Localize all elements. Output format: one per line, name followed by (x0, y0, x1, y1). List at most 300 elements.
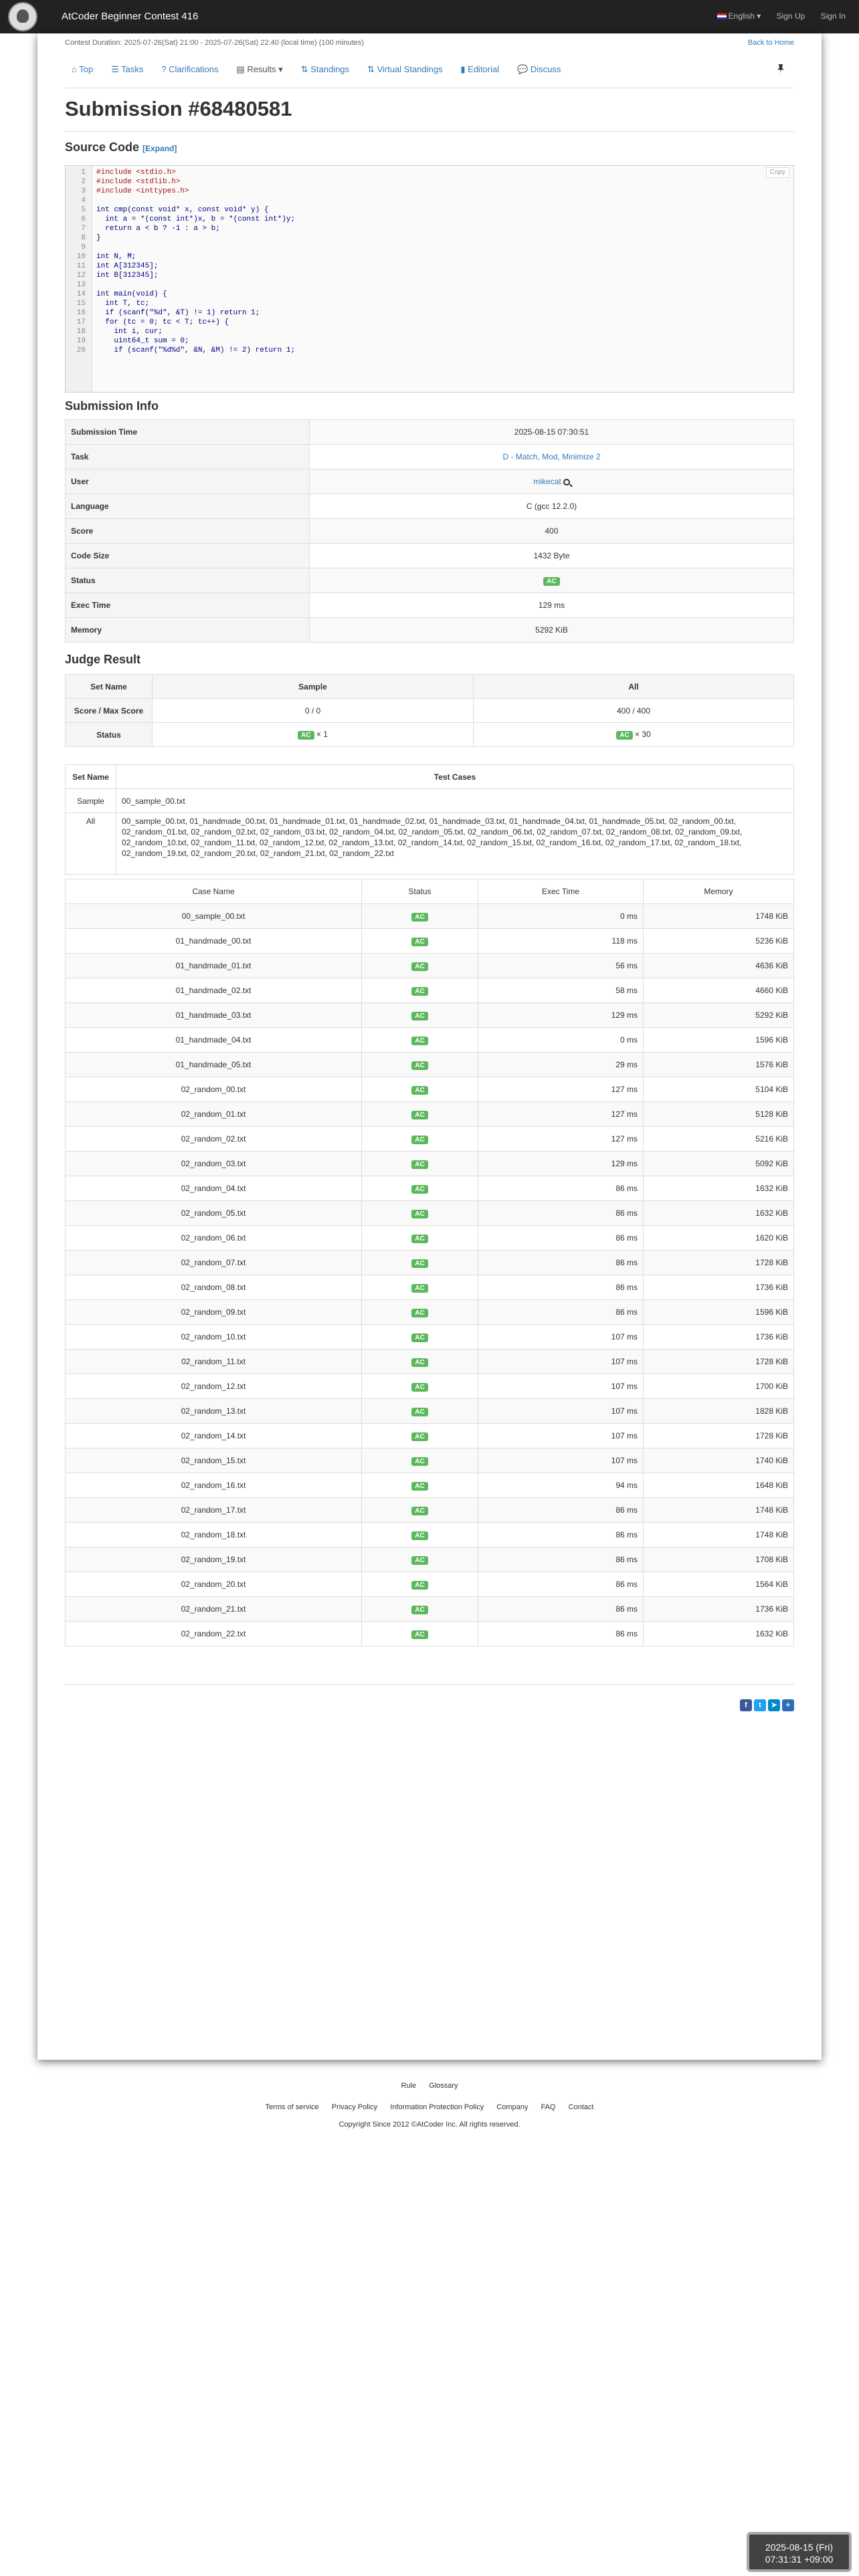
submission-info-heading: Submission Info (65, 399, 159, 413)
case-status (362, 1201, 478, 1226)
case-status (362, 1003, 478, 1028)
copyright: Copyright Since 2012 ©AtCoder Inc. All rights reserved. (339, 2121, 520, 2129)
info-label: Exec Time (66, 593, 310, 618)
case-name: 02_random_08.txt (66, 1275, 362, 1300)
table-row (66, 1053, 794, 1077)
submission-info-table (65, 419, 794, 643)
info-value-text: 1432 Byte (533, 551, 570, 560)
sample-score: 0 / 0 (153, 699, 474, 723)
case-status (362, 1597, 478, 1622)
status-badge: AC (298, 731, 314, 740)
table-row (66, 904, 794, 929)
table-row (66, 1448, 794, 1473)
info-row (66, 469, 794, 494)
case-status (362, 1176, 478, 1201)
status-badge: AC (411, 1210, 427, 1218)
table-row (66, 1622, 794, 1646)
case-memory: 4636 KiB (644, 954, 794, 978)
case-status (362, 1251, 478, 1275)
case-name: 02_random_07.txt (66, 1251, 362, 1275)
status-badge: AC (411, 1556, 427, 1565)
case-memory: 1748 KiB (644, 1523, 794, 1547)
status-badge: AC (411, 1432, 427, 1441)
line-number: 14 (76, 290, 86, 298)
case-name: 01_handmade_03.txt (66, 1003, 362, 1028)
case-name: 02_random_12.txt (66, 1374, 362, 1399)
table-row (66, 1498, 794, 1523)
case-status (362, 1622, 478, 1646)
case-status (362, 1374, 478, 1399)
info-value (310, 568, 794, 593)
case-status (362, 929, 478, 954)
source-code-heading: Source Code [Expand] (65, 140, 177, 154)
table-row (66, 1201, 794, 1226)
table-row (66, 1028, 794, 1053)
info-label: Score (66, 519, 310, 544)
case-exec-time: 86 ms (478, 1300, 644, 1325)
case-status (362, 1152, 478, 1176)
user-link[interactable]: mikecat (533, 477, 561, 486)
status-badge: AC (411, 987, 427, 996)
table-row (66, 1597, 794, 1622)
status-badge: AC (411, 938, 427, 946)
status-badge: AC (411, 1309, 427, 1317)
info-value (310, 420, 794, 445)
table-row (66, 1102, 794, 1127)
code-line: int main(void) { (96, 290, 167, 298)
case-exec-time: 86 ms (478, 1622, 644, 1646)
case-name: 02_random_04.txt (66, 1176, 362, 1201)
case-name: 00_sample_00.txt (66, 904, 362, 929)
contest-title-link[interactable]: AtCoder Beginner Contest 416 (62, 11, 199, 22)
code-line: int B[312345]; (96, 272, 159, 280)
case-exec-time: 107 ms (478, 1448, 644, 1473)
task-link[interactable]: D - Match, Mod, Minimize 2 (502, 452, 601, 461)
case-header-time: Exec Time (478, 879, 644, 904)
clock-date: 2025-08-15 (Fri) (765, 2542, 834, 2553)
tab-results[interactable]: ▤ Results ▾ (236, 64, 283, 74)
line-number: 17 (76, 318, 86, 326)
table-row (66, 1399, 794, 1424)
table-row (66, 1003, 794, 1028)
status-badge: AC (411, 1160, 427, 1169)
case-memory: 4660 KiB (644, 978, 794, 1003)
case-name: 01_handmade_00.txt (66, 929, 362, 954)
code-line: int T, tc; (96, 300, 150, 308)
case-memory: 1728 KiB (644, 1424, 794, 1448)
code-line: } (96, 234, 101, 242)
telegram-share-icon[interactable]: ➤ (768, 1699, 780, 1711)
case-status (362, 1275, 478, 1300)
table-row (66, 1077, 794, 1102)
line-number: 3 (81, 187, 86, 195)
language-dropdown[interactable]: English ▾ (717, 11, 761, 21)
case-memory: 1596 KiB (644, 1300, 794, 1325)
case-exec-time: 86 ms (478, 1523, 644, 1547)
code-line: int i, cur; (96, 328, 163, 336)
info-label: Task (66, 445, 310, 469)
info-value-text: C (gcc 12.2.0) (526, 502, 577, 511)
judge-header-all: All (474, 675, 794, 699)
case-memory: 5128 KiB (644, 1102, 794, 1127)
case-memory: 1736 KiB (644, 1275, 794, 1300)
case-status (362, 1102, 478, 1127)
company-link[interactable]: Company (496, 2103, 529, 2111)
case-exec-time: 127 ms (478, 1077, 644, 1102)
footer (0, 2082, 859, 2129)
case-exec-time: 107 ms (478, 1374, 644, 1399)
table-row (66, 1424, 794, 1448)
table-row (66, 1300, 794, 1325)
status-badge: AC (411, 1185, 427, 1194)
case-memory: 1708 KiB (644, 1547, 794, 1572)
status-label: Status (66, 723, 153, 747)
status-badge: AC (411, 1012, 427, 1021)
info-row (66, 519, 794, 544)
info-label: Code Size (66, 544, 310, 568)
table-row (66, 1226, 794, 1251)
case-name: 01_handmade_04.txt (66, 1028, 362, 1053)
fixed-clock (747, 2532, 852, 2572)
line-number: 1 (81, 169, 86, 177)
info-label: Language (66, 494, 310, 519)
case-name: 01_handmade_01.txt (66, 954, 362, 978)
judge-header-set: Set Name (66, 675, 153, 699)
status-badge: AC (411, 1630, 427, 1639)
status-badge: AC (411, 1235, 427, 1243)
case-exec-time: 86 ms (478, 1498, 644, 1523)
case-memory: 1740 KiB (644, 1448, 794, 1473)
case-status (362, 1547, 478, 1572)
case-status (362, 1473, 478, 1498)
tab-top[interactable]: ⌂ Top (72, 64, 94, 74)
case-memory: 5092 KiB (644, 1152, 794, 1176)
status-badge: AC (411, 1408, 427, 1416)
info-label: Memory (66, 618, 310, 643)
case-status (362, 1424, 478, 1448)
faq-link[interactable]: FAQ (541, 2103, 556, 2111)
facebook-share-icon[interactable]: f (740, 1699, 752, 1711)
case-name: 02_random_21.txt (66, 1597, 362, 1622)
table-row (66, 1127, 794, 1152)
status-badge: AC (616, 731, 632, 740)
tab-discuss[interactable]: 💬 Discuss (517, 64, 561, 74)
table-row (66, 1176, 794, 1201)
line-number: 16 (76, 309, 86, 317)
more-share-icon[interactable]: + (782, 1699, 794, 1711)
divider (65, 1684, 794, 1685)
case-memory: 1700 KiB (644, 1374, 794, 1399)
case-status (362, 1226, 478, 1251)
main-container (37, 33, 822, 2060)
status-badge: AC (411, 1333, 427, 1342)
case-memory: 5236 KiB (644, 929, 794, 954)
tab-editorial[interactable]: ▮ Editorial (460, 64, 500, 74)
info-protection-link[interactable]: Information Protection Policy (390, 2103, 484, 2111)
case-name: 02_random_05.txt (66, 1201, 362, 1226)
case-status (362, 1572, 478, 1597)
code-line: int A[312345]; (96, 262, 159, 270)
info-row (66, 494, 794, 519)
case-exec-time: 86 ms (478, 1547, 644, 1572)
status-badge: AC (411, 913, 427, 922)
code-line: int N, M; (96, 253, 136, 261)
source-code-block (65, 165, 794, 393)
case-status (362, 1077, 478, 1102)
line-number: 8 (81, 234, 86, 242)
case-memory: 1632 KiB (644, 1201, 794, 1226)
line-number: 18 (76, 328, 86, 336)
sign-in-link[interactable]: Sign In (820, 11, 846, 21)
info-row (66, 593, 794, 618)
tab-virtual-standings[interactable]: ⇅ Virtual Standings (367, 64, 443, 74)
contest-tabs (65, 55, 794, 88)
table-row (66, 1251, 794, 1275)
status-badge: AC (411, 1111, 427, 1119)
table-row (66, 954, 794, 978)
info-label: Status (66, 568, 310, 593)
case-memory: 1632 KiB (644, 1622, 794, 1646)
case-memory: 1632 KiB (644, 1176, 794, 1201)
page-title: Submission #68480581 (65, 97, 292, 120)
table-row (66, 1275, 794, 1300)
info-value (310, 593, 794, 618)
table-row (66, 1572, 794, 1597)
case-name: 02_random_18.txt (66, 1523, 362, 1547)
status-badge: AC (411, 1086, 427, 1095)
code-line: #include <stdlib.h> (96, 178, 181, 186)
terms-link[interactable]: Terms of service (265, 2103, 319, 2111)
case-exec-time: 0 ms (478, 904, 644, 929)
case-memory: 1728 KiB (644, 1350, 794, 1374)
case-status (362, 1127, 478, 1152)
info-row (66, 544, 794, 568)
case-exec-time: 86 ms (478, 1176, 644, 1201)
case-memory: 1620 KiB (644, 1226, 794, 1251)
case-name: 02_random_22.txt (66, 1622, 362, 1646)
all-score: 400 / 400 (474, 699, 794, 723)
judge-header-sample: Sample (153, 675, 474, 699)
case-memory: 1596 KiB (644, 1028, 794, 1053)
case-exec-time: 107 ms (478, 1424, 644, 1448)
code-line: #include <inttypes.h> (96, 187, 189, 195)
case-exec-time: 86 ms (478, 1572, 644, 1597)
line-number: 2 (81, 178, 86, 186)
glossary-link[interactable]: Glossary (429, 2082, 458, 2090)
contact-link[interactable]: Contact (568, 2103, 594, 2111)
case-exec-time: 107 ms (478, 1350, 644, 1374)
score-label: Score / Max Score (66, 699, 153, 723)
status-badge: AC (411, 1581, 427, 1590)
case-memory: 1748 KiB (644, 1498, 794, 1523)
case-exec-time: 107 ms (478, 1399, 644, 1424)
atcoder-logo[interactable] (8, 2, 37, 31)
rule-link[interactable]: Rule (401, 2082, 417, 2090)
set-cases: 00_sample_00.txt, 01_handmade_00.txt, 01_handmade_01.txt, 01_handmade_02.txt, 01_handmade_03.txt, 01_handmade_04.txt, 01_handmade_05.txt, 02_random_00.txt, 02_random_01.txt, 02_random_02.txt, 02_random_03.txt, 02_random_04.txt, 02_random_05.txt, 02_random_06.txt, 02_random_07.txt, 02_random_08.txt, 02_random_09.txt, 02_random_10.txt, 02_random_11.txt, 02_random_12.txt, 02_random_13.txt, 02_random_14.txt, 02_random_15.txt, 02_random_16.txt, 02_random_17.txt, 02_random_18.txt, 02_random_19.txt, 02_random_20.txt, 02_random_21.txt, 02_random_22.txt (116, 813, 794, 875)
tab-standings[interactable]: ⇅ Standings (300, 64, 350, 74)
line-number: 20 (76, 346, 86, 354)
copy-button[interactable]: Copy (766, 167, 789, 178)
case-status (362, 1300, 478, 1325)
case-status (362, 1053, 478, 1077)
back-to-home-link[interactable]: Back to Home (747, 39, 794, 47)
status-badge: AC (411, 1061, 427, 1070)
info-row (66, 568, 794, 593)
case-status (362, 904, 478, 929)
all-status: AC × 30 (474, 723, 794, 747)
case-memory: 1828 KiB (644, 1399, 794, 1424)
case-header-status: Status (362, 879, 478, 904)
case-name: 02_random_01.txt (66, 1102, 362, 1127)
case-name: 02_random_13.txt (66, 1399, 362, 1424)
case-name: 02_random_19.txt (66, 1547, 362, 1572)
status-badge: AC (411, 1531, 427, 1540)
line-number: 19 (76, 337, 86, 345)
pin-icon[interactable] (777, 64, 784, 74)
code-line: if (scanf("%d", &T) != 1) return 1; (96, 309, 260, 317)
case-status (362, 1028, 478, 1053)
case-memory: 5216 KiB (644, 1127, 794, 1152)
case-exec-time: 0 ms (478, 1028, 644, 1053)
case-exec-time: 118 ms (478, 929, 644, 954)
table-row (66, 1523, 794, 1547)
case-status (362, 1350, 478, 1374)
info-value-text: 5292 KiB (535, 625, 568, 635)
table-row (66, 929, 794, 954)
table-row (66, 1547, 794, 1572)
tab-clarifications[interactable]: ? Clarifications (161, 64, 219, 74)
info-value (310, 519, 794, 544)
status-badge: AC (411, 1457, 427, 1466)
case-name: 02_random_14.txt (66, 1424, 362, 1448)
case-name: 02_random_17.txt (66, 1498, 362, 1523)
info-value (310, 469, 794, 494)
info-row (66, 618, 794, 643)
table-row (66, 1374, 794, 1399)
set-name: Sample (66, 789, 116, 813)
uk-flag-icon (717, 13, 727, 19)
info-value (310, 494, 794, 519)
case-memory: 5292 KiB (644, 1003, 794, 1028)
table-row (66, 1325, 794, 1350)
line-number: 9 (81, 243, 86, 251)
divider (65, 131, 794, 132)
code-line: for (tc = 0; tc < T; tc++) { (96, 318, 229, 326)
case-name: 02_random_00.txt (66, 1077, 362, 1102)
status-badge: AC (411, 1358, 427, 1367)
line-number: 7 (81, 225, 86, 233)
case-name: 02_random_20.txt (66, 1572, 362, 1597)
testcase-sets-table (65, 764, 794, 875)
case-status (362, 1448, 478, 1473)
table-row (66, 1473, 794, 1498)
case-status (362, 978, 478, 1003)
code-line: int cmp(const void* x, const void* y) { (96, 206, 269, 214)
line-number: 11 (76, 262, 86, 270)
case-exec-time: 58 ms (478, 978, 644, 1003)
share-buttons (738, 1699, 794, 1711)
line-number: 15 (76, 300, 86, 308)
expand-link[interactable]: [Expand] (142, 144, 177, 153)
case-memory: 1564 KiB (644, 1572, 794, 1597)
line-number: 12 (76, 272, 86, 280)
case-name: 02_random_06.txt (66, 1226, 362, 1251)
info-label: User (66, 469, 310, 494)
case-result-table (65, 879, 794, 1646)
search-icon[interactable] (563, 479, 570, 486)
case-exec-time: 129 ms (478, 1003, 644, 1028)
case-exec-time: 56 ms (478, 954, 644, 978)
judge-result-heading: Judge Result (65, 653, 141, 666)
status-badge: AC (411, 962, 427, 971)
line-number: 13 (76, 281, 86, 289)
code-line: int a = *(const int*)x, b = *(const int*)y; (96, 215, 296, 223)
sample-status: AC × 1 (153, 723, 474, 747)
case-name: 02_random_03.txt (66, 1152, 362, 1176)
twitter-share-icon[interactable]: t (754, 1699, 766, 1711)
code-line: uint64_t sum = 0; (96, 337, 189, 345)
case-name: 01_handmade_02.txt (66, 978, 362, 1003)
privacy-link[interactable]: Privacy Policy (331, 2103, 378, 2111)
case-status (362, 1325, 478, 1350)
status-badge: AC (411, 1606, 427, 1614)
judge-result-table (65, 674, 794, 747)
case-status (362, 1523, 478, 1547)
case-name: 02_random_02.txt (66, 1127, 362, 1152)
case-exec-time: 86 ms (478, 1597, 644, 1622)
case-memory: 5104 KiB (644, 1077, 794, 1102)
line-number: 5 (81, 206, 86, 214)
code-line: #include <stdio.h> (96, 169, 176, 177)
case-exec-time: 129 ms (478, 1152, 644, 1176)
info-value-text: 400 (545, 526, 559, 536)
set-cases: 00_sample_00.txt (116, 789, 794, 813)
case-memory: 1728 KiB (644, 1251, 794, 1275)
case-exec-time: 86 ms (478, 1226, 644, 1251)
case-name: 02_random_16.txt (66, 1473, 362, 1498)
clock-time: 07:31:31 +09:00 (765, 2554, 834, 2565)
status-badge: AC (411, 1482, 427, 1491)
case-name: 02_random_11.txt (66, 1350, 362, 1374)
case-exec-time: 86 ms (478, 1201, 644, 1226)
case-memory: 1736 KiB (644, 1597, 794, 1622)
status-badge: AC (411, 1136, 427, 1144)
tab-tasks[interactable]: ☰ Tasks (111, 64, 144, 74)
top-right-nav (717, 11, 859, 21)
line-number: 6 (81, 215, 86, 223)
case-exec-time: 29 ms (478, 1053, 644, 1077)
case-exec-time: 127 ms (478, 1102, 644, 1127)
tc-header-set: Set Name (66, 765, 116, 789)
case-name: 02_random_09.txt (66, 1300, 362, 1325)
sign-up-link[interactable]: Sign Up (776, 11, 805, 21)
line-number: 10 (76, 253, 86, 261)
table-row (66, 1152, 794, 1176)
status-badge: AC (411, 1507, 427, 1515)
code-line: if (scanf("%d%d", &N, &M) != 2) return 1; (96, 346, 296, 354)
info-value (310, 618, 794, 643)
case-exec-time: 86 ms (478, 1251, 644, 1275)
case-memory: 1736 KiB (644, 1325, 794, 1350)
tc-header-cases: Test Cases (116, 765, 794, 789)
status-badge: AC (411, 1037, 427, 1045)
case-header-name: Case Name (66, 879, 362, 904)
case-exec-time: 107 ms (478, 1325, 644, 1350)
line-number: 4 (81, 197, 86, 205)
top-navbar (0, 0, 859, 33)
case-exec-time: 94 ms (478, 1473, 644, 1498)
info-label: Submission Time (66, 420, 310, 445)
